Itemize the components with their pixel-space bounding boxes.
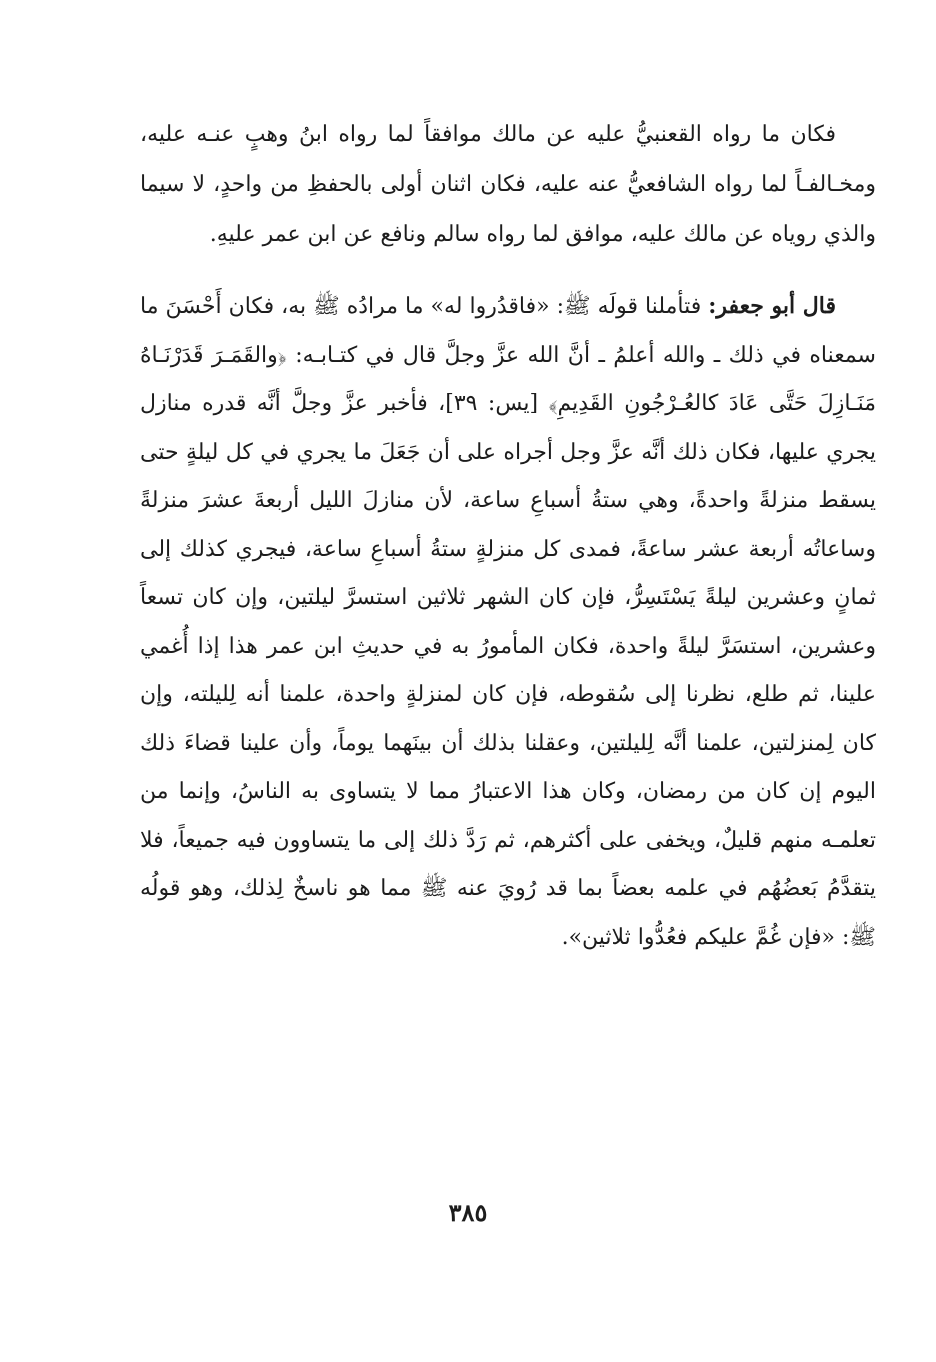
paragraph-2-lead: قال أبو جعفر: <box>708 293 836 319</box>
paragraph-2-text: فتأملنا قولَه ﷺ: «فاقدُروا له» ما مرادُه ﷺ به، فكان أَحْسَنَ ما سمعناه في ذلك ـ والله أعلمُ ـ أنَّ الله عزَّ وجلَّ قال في كتـابـه: ﴿والقَمَـرَ قَدَرْنَـاهُ مَنَـازِلَ حَتَّى عَادَ كالعُـرْجُونِ القَدِيمِ﴾ [يس: ٣٩]، فأخبر عزَّ وجلَّ أنَّه قدره منازل يجري عليها، فكان ذلك أنَّه عزَّ وجل أجراه على أن جَعَلَ ما يجري في كل ليلةٍ حتى يسقط منزلةً واحدةً، وهي ستةُ أسباعِ ساعة، لأن منازلَ الليل أربعةَ عشرَ منزلةً وساعاتُه أربعة عشر ساعةً، فمدى كل منزلةٍ ستةُ أسباعِ ساعة، فيجري كذلك إلى ثمانٍ وعشرين ليلةً يَسْتَسِرُّ، فإن كان الشهر ثلاثين استسرَّ ليلتين، وإن كان تسعاً وعشرين، استسَرَّ ليلةً واحدة، فكان المأمورُ به في حديثِ ابن عمر هذا إذا أُغمي علينا، ثم طلع، نظرنا إلى سُقوطه، فإن كان لمنزلةٍ واحدة، علمنا أنه لِليلته، وإن كان لِمنزلتين، علمنا أنَّه لِليلتين، وعقلنا بذلك أن بينَهما يوماً، وأن علينا قضاءَ ذلك اليوم إن كان من رمضان، وكان هذا الاعتبارُ مما لا يتساوى به الناسُ، وإنما من تعلمـه منهم قليلٌ، ويخفى على أكثرهم، ثم رَدَّ ذلك إلى ما يتساوون فيه جميعاً، فلا يتقدَّمُ بَعضُهُم في علمه بعضاً بما قد رُويَ عنه ﷺ مما هو ناسخٌ لِذلك، وهو قولُه ﷺ: «فإن غُمَّ عليكم فعُدُّوا ثلاثين». <box>140 294 876 950</box>
paragraph-2 <box>140 282 876 962</box>
page-number: ٣٨٥ <box>448 1198 488 1227</box>
paragraph-1: فكان ما رواه القعنبيُّ عليه عن مالك موافقاً لما رواه ابنُ وهبٍ عنـه عليه، ومخـالفـاً لما رواه الشافعيُّ عنه عليه، فكان اثنان أولى بالحفظِ من واحدٍ، لا سيما والذي روياه عن مالك عليه، موافق لما رواه سالم ونافع عن ابن عمر عليهِ. <box>140 122 876 247</box>
page-body <box>140 110 876 962</box>
